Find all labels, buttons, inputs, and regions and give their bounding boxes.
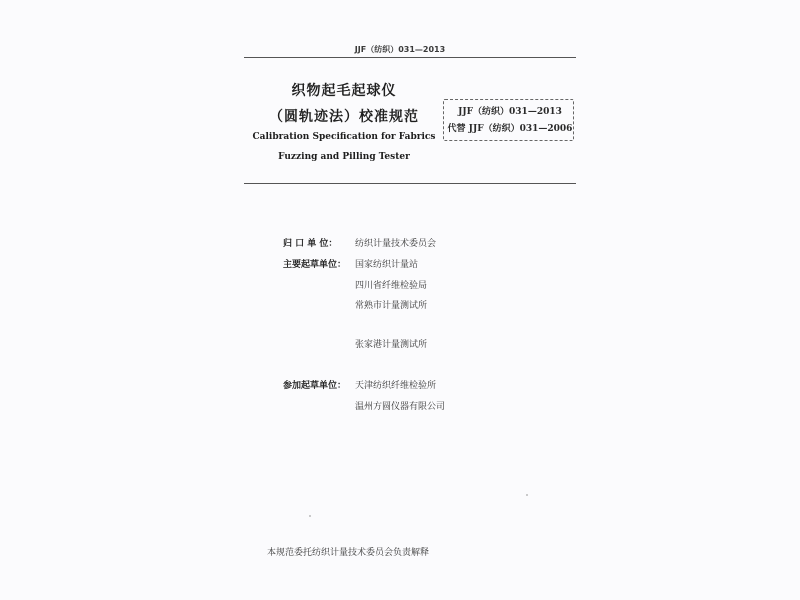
paper-speck [309, 515, 311, 517]
standard-code: JJF（纺织）031—2013 [458, 107, 562, 117]
paper-speck [526, 494, 528, 496]
footer-note: 本规范委托纺织计量技术委员会负责解释 [267, 548, 430, 558]
responsible-unit-label: 归 口 单 位： [283, 239, 338, 249]
participating-unit-2: 温州方圆仪器有限公司 [355, 402, 446, 412]
header-code: JJF（纺织）031—2013 [354, 45, 446, 54]
title-chinese-line2: （圆轨迹法）校准规范 [269, 109, 419, 125]
bottom-rule [244, 183, 576, 184]
main-drafting-unit-1: 国家纺织计量站 [355, 260, 419, 270]
title-english-line2: Fuzzing and Pilling Tester [278, 152, 410, 162]
replaces-code: 代替 JJF（纺织）031—2006 [447, 124, 573, 134]
responsible-unit-value: 纺织计量技术委员会 [355, 239, 437, 249]
top-rule [244, 57, 576, 58]
title-english-line1: Calibration Specification for Fabrics [252, 132, 436, 142]
participating-unit-1: 天津纺织纤维检验所 [355, 381, 437, 391]
main-drafting-unit-label: 主要起草单位： [283, 260, 347, 270]
participating-unit-label: 参加起草单位： [283, 381, 347, 391]
main-drafting-unit-2: 四川省纤维检验局 [355, 281, 428, 291]
main-drafting-unit-3: 常熟市计量测试所 [355, 301, 428, 311]
main-drafting-unit-4: 张家港计量测试所 [355, 340, 428, 350]
title-chinese-line1: 织物起毛起球仪 [291, 83, 397, 99]
